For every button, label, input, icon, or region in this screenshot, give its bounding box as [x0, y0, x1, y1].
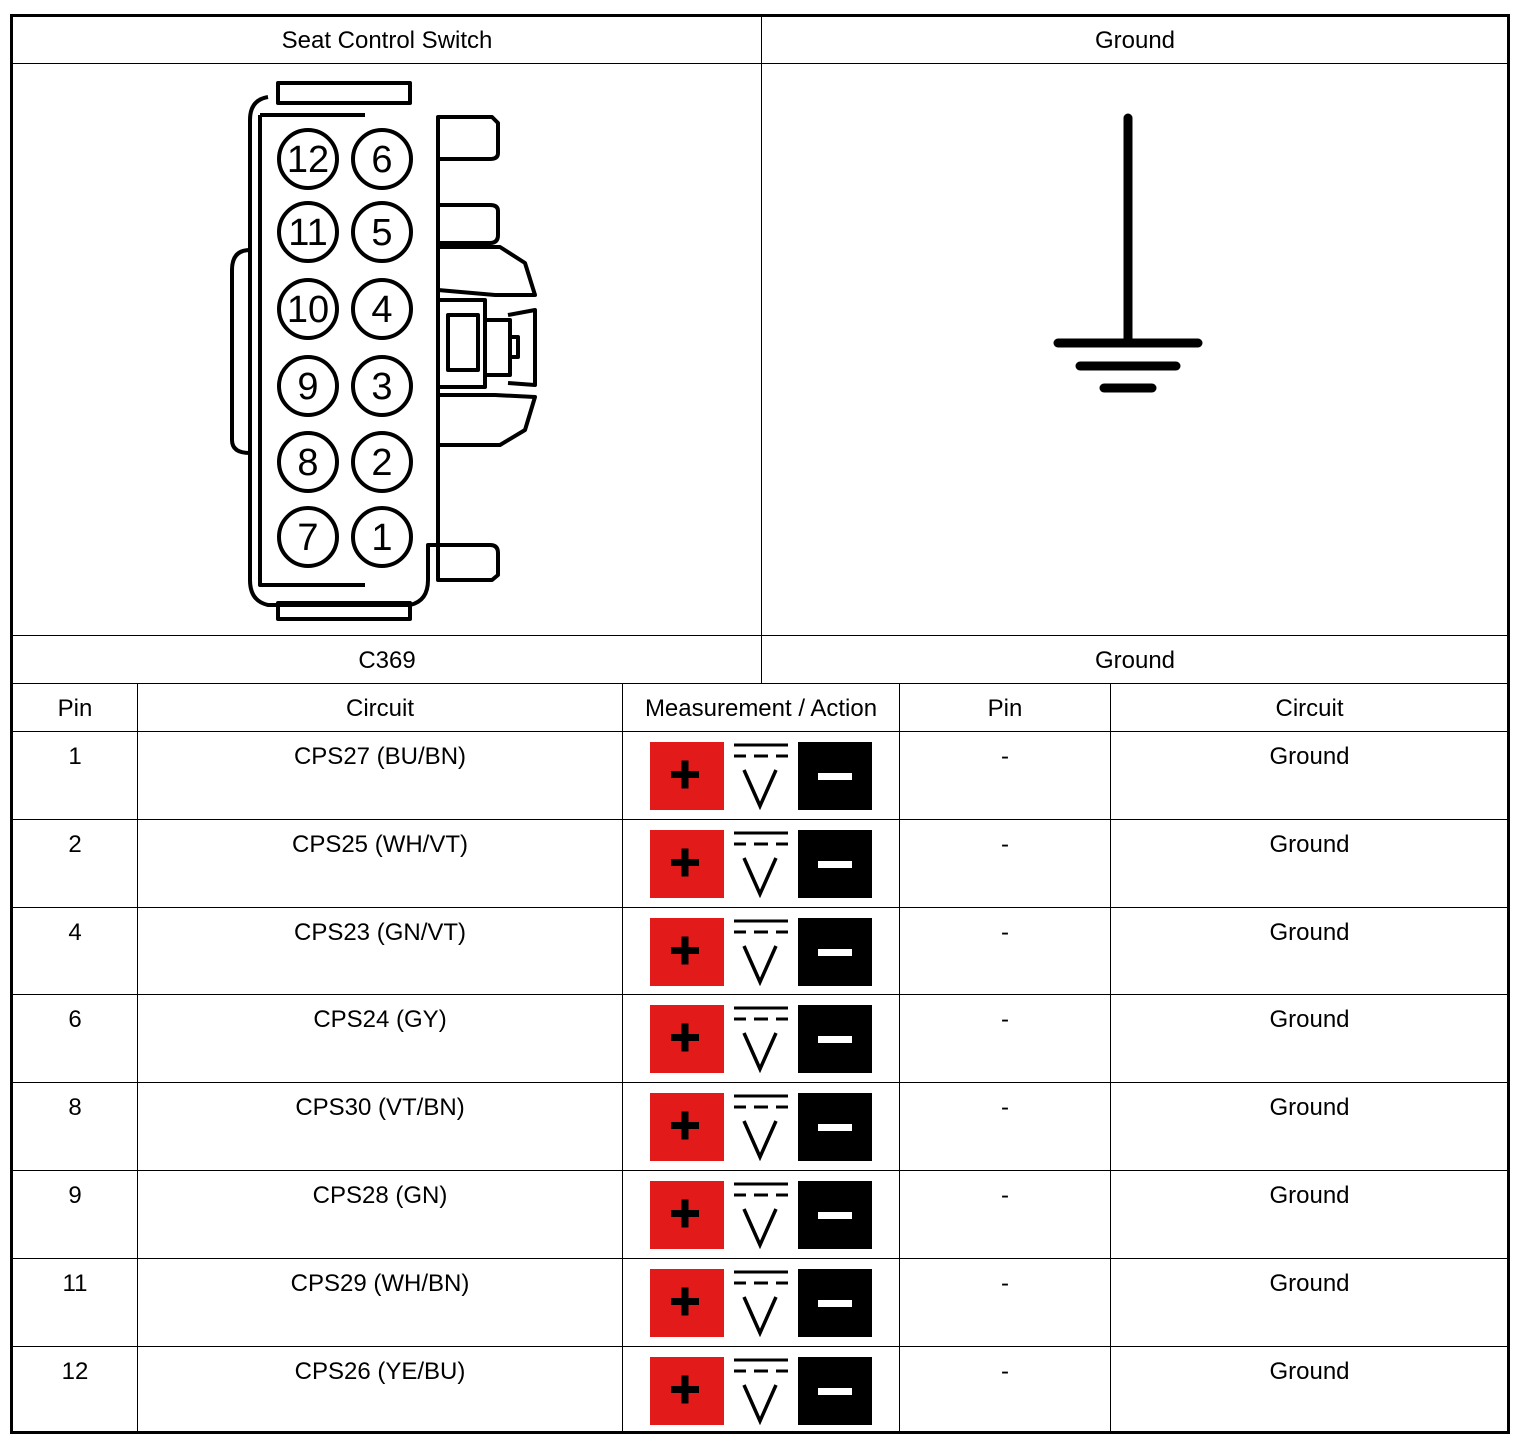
divider	[13, 994, 1509, 995]
measurement-action	[650, 830, 872, 898]
table-cell-pin-ground: -	[1001, 831, 1009, 858]
table-cell-pin-ground: -	[1001, 743, 1009, 770]
table-cell-circuit: CPS28 (GN)	[312, 1182, 448, 1209]
column-header-pin-ground: Pin	[987, 695, 1023, 722]
negative-probe-icon	[798, 1269, 872, 1337]
table-cell-circuit-ground: Ground	[1269, 743, 1350, 770]
divider	[13, 907, 1509, 908]
dc-voltmeter-icon	[732, 1269, 790, 1337]
table-cell-pin: 8	[68, 1094, 82, 1121]
table-cell-pin-ground: -	[1001, 1006, 1009, 1033]
column-header-measurement: Measurement / Action	[644, 695, 878, 722]
table-cell-pin: 12	[61, 1358, 89, 1385]
table-cell-pin: 9	[68, 1182, 82, 1209]
divider	[137, 684, 138, 1431]
column-header-circuit-ground: Circuit	[1275, 695, 1344, 722]
table-cell-pin: 11	[62, 1270, 88, 1297]
negative-probe-icon	[798, 1093, 872, 1161]
table-cell-circuit-ground: Ground	[1269, 1270, 1350, 1297]
table-cell-circuit-ground: Ground	[1269, 919, 1350, 946]
table-cell-pin: 2	[68, 831, 82, 858]
negative-probe-icon	[798, 1181, 872, 1249]
divider	[13, 731, 1509, 732]
measurement-action	[650, 918, 872, 986]
positive-probe-icon	[650, 1005, 724, 1073]
measurement-action	[650, 1357, 872, 1425]
dc-voltmeter-icon	[732, 1093, 790, 1161]
table-cell-pin: 6	[68, 1006, 82, 1033]
positive-probe-icon	[650, 1269, 724, 1337]
connector-pin-label: 5	[371, 212, 393, 254]
table-cell-circuit-ground: Ground	[1269, 1006, 1350, 1033]
divider	[761, 17, 762, 684]
negative-probe-icon	[798, 918, 872, 986]
dc-voltmeter-icon	[732, 1005, 790, 1073]
table-cell-circuit: CPS25 (WH/VT)	[291, 831, 468, 858]
connector-pin-label: 2	[371, 442, 393, 484]
divider	[13, 1170, 1509, 1171]
connector-pin-label: 12	[286, 139, 330, 181]
positive-probe-icon	[650, 742, 724, 810]
table-cell-circuit: CPS30 (VT/BN)	[295, 1094, 465, 1121]
connector-pin-label: 3	[371, 366, 393, 408]
dc-voltmeter-icon	[732, 830, 790, 898]
dc-voltmeter-icon	[732, 742, 790, 810]
table-cell-circuit: CPS24 (GY)	[313, 1006, 447, 1033]
measurement-action	[650, 742, 872, 810]
negative-probe-icon	[798, 830, 872, 898]
divider	[13, 683, 1509, 684]
divider	[13, 1258, 1509, 1259]
negative-probe-icon	[798, 1005, 872, 1073]
table-cell-pin-ground: -	[1001, 1270, 1009, 1297]
connector-pin-label: 6	[371, 139, 393, 181]
table-cell-circuit-ground: Ground	[1269, 1182, 1350, 1209]
table-cell-circuit: CPS26 (YE/BU)	[294, 1358, 466, 1385]
positive-probe-icon	[650, 1181, 724, 1249]
table-cell-circuit: CPS27 (BU/BN)	[293, 743, 467, 770]
table-cell-pin: 1	[68, 743, 82, 770]
seat-control-switch-title: Seat Control Switch	[281, 27, 493, 54]
table-cell-circuit: CPS23 (GN/VT)	[293, 919, 467, 946]
measurement-action	[650, 1005, 872, 1073]
negative-probe-icon	[798, 742, 872, 810]
divider	[13, 635, 1509, 636]
positive-probe-icon	[650, 830, 724, 898]
table-cell-circuit-ground: Ground	[1269, 831, 1350, 858]
connector-id-label: C369	[358, 647, 416, 674]
ground-symbol-icon	[1040, 110, 1220, 410]
connector-pin-label: 4	[371, 289, 393, 331]
divider	[13, 1082, 1509, 1083]
divider	[13, 819, 1509, 820]
measurement-action	[650, 1093, 872, 1161]
divider	[622, 684, 623, 1431]
connector-pin-label: 8	[297, 442, 319, 484]
divider	[899, 684, 900, 1431]
connector-pin-label: 9	[297, 366, 319, 408]
column-header-pin: Pin	[57, 695, 93, 722]
connector-pin-label: 10	[286, 289, 330, 331]
connector-face-diagram	[220, 75, 550, 630]
positive-probe-icon	[650, 1093, 724, 1161]
negative-probe-icon	[798, 1357, 872, 1425]
connector-pin-label: 11	[288, 212, 328, 254]
divider	[13, 1346, 1509, 1347]
measurement-action	[650, 1269, 872, 1337]
ground-connector-label: Ground	[1094, 647, 1176, 674]
table-cell-pin-ground: -	[1001, 1182, 1009, 1209]
table-cell-circuit-ground: Ground	[1269, 1094, 1350, 1121]
dc-voltmeter-icon	[732, 918, 790, 986]
dc-voltmeter-icon	[732, 1357, 790, 1425]
dc-voltmeter-icon	[732, 1181, 790, 1249]
divider	[1110, 684, 1111, 1431]
table-cell-circuit: CPS29 (WH/BN)	[290, 1270, 470, 1297]
table-cell-pin-ground: -	[1001, 1358, 1009, 1385]
measurement-action	[650, 1181, 872, 1249]
table-cell-pin: 4	[68, 919, 82, 946]
positive-probe-icon	[650, 1357, 724, 1425]
positive-probe-icon	[650, 918, 724, 986]
ground-title: Ground	[1094, 27, 1176, 54]
column-header-circuit: Circuit	[345, 695, 414, 722]
table-cell-circuit-ground: Ground	[1269, 1358, 1350, 1385]
table-cell-pin-ground: -	[1001, 1094, 1009, 1121]
connector-pin-label: 1	[371, 517, 393, 559]
connector-pin-label: 7	[297, 517, 319, 559]
table-cell-pin-ground: -	[1001, 919, 1009, 946]
